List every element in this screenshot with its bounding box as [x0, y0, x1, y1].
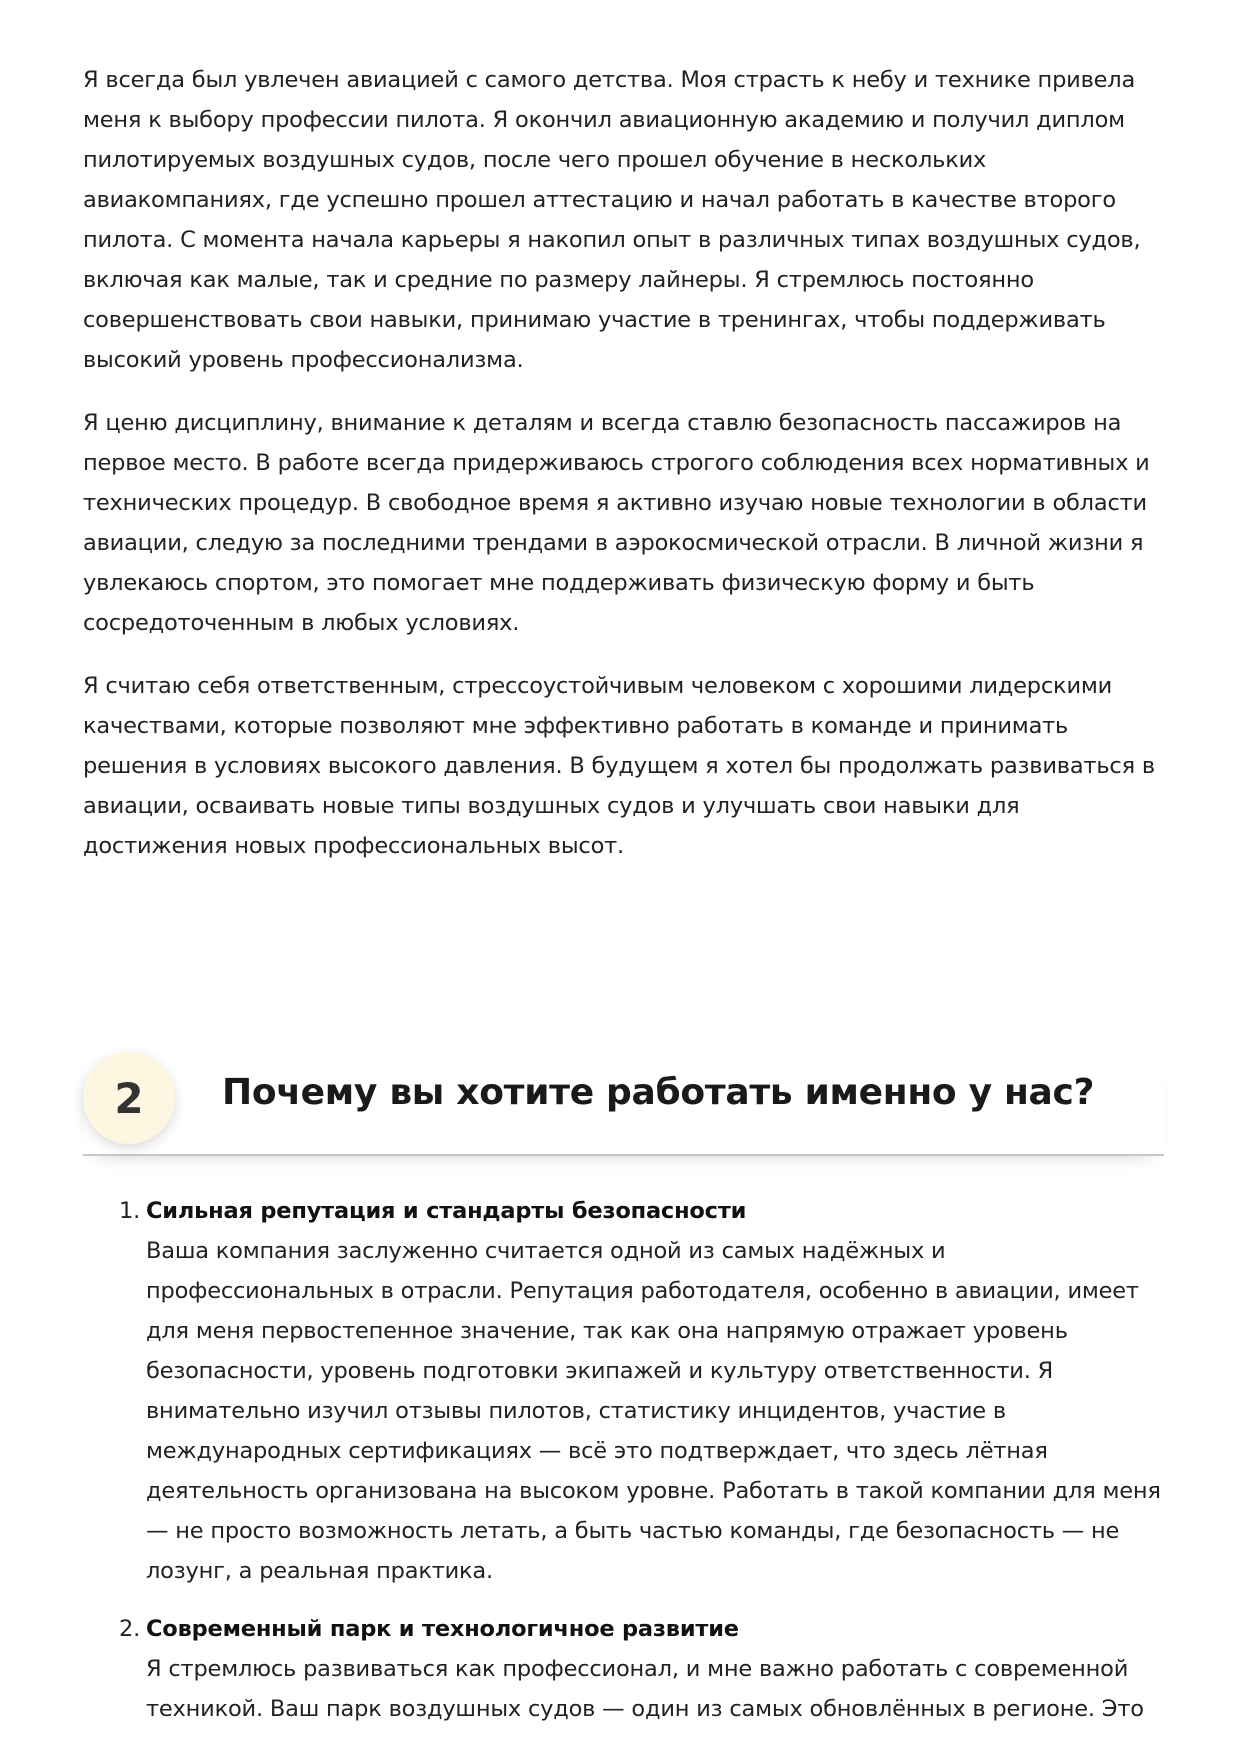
intro-paragraph: Я ценю дисциплину, внимание к деталям и всегда ставлю безопасность пассажиров на первое место. В работе всегда придерживаюсь строгого соблюдения всех нормативных и технических процедур. В свободное время я активно изучаю новые технологии в области авиации, следую за последними трендами в аэрокосмической отрасли. В личной жизни я увлекаюсь спортом, это помогает мне поддерживать физическую форму и быть сосредоточенным в любых условиях. [83, 410, 1150, 636]
section-number-badge: 2 [83, 1052, 175, 1144]
intro-section [83, 60, 1163, 866]
section-header [83, 1052, 1164, 1156]
section-title: Почему вы хотите работать именно у нас? [222, 1072, 1095, 1113]
list-item-title: Современный парк и технологичное развитие [146, 1616, 739, 1642]
list-item-number: 1. [119, 1198, 141, 1224]
question-section [83, 1052, 1164, 1722]
intro-paragraph: Я всегда был увлечен авиацией с самого детства. Моя страсть к небу и технике привела меня к выбору профессии пилота. Я окончил авиационную академию и получил диплом пилотируемых воздушных судов, после чего прошел обучение в нескольких авиакомпаниях, где успешно прошел аттестацию и начал работать в качестве второго пилота. С момента начала карьеры я накопил опыт в различных типах воздушных судов, включая как малые, так и средние по размеру лайнеры. Я стремлюсь постоянно совершенствовать свои навыки, принимаю участие в тренингах, чтобы поддерживать высокий уровень профессионализма. [83, 67, 1141, 373]
intro-paragraph: Я считаю себя ответственным, стрессоустойчивым человеком с хорошими лидерскими качествами, которые позволяют мне эффективно работать в команде и принимать решения в условиях высокого давления. В будущем я хотел бы продолжать развиваться в авиации, осваивать новые типы воздушных судов и улучшать свои навыки для достижения новых профессиональных высот. [83, 673, 1155, 859]
list-item-title: Сильная репутация и стандарты безопасности [146, 1198, 747, 1224]
reasons-list [83, 1191, 1164, 1747]
list-item [83, 1191, 1164, 1591]
list-item-text: Ваша компания заслуженно считается одной из самых надёжных и профессиональных в отрасли. Репутация работодателя, особенно в авиации, имеет для меня первостепенное значение, так как она напрямую отражает уровень безопасности, уровень подготовки экипажей и культуру ответственности. Я внимательно изучил отзывы пилотов, статистику инцидентов, участие в международных сертификациях — всё это подтверждает, что здесь лётная деятельность организована на высоком уровне. Работать в такой компании для меня — не просто возможность летать, а быть частью команды, где безопасность — не лозунг, а реальная практика. [146, 1238, 1161, 1584]
list-item-number: 2. [119, 1616, 141, 1642]
list-item-text: Я стремлюсь развиваться как профессионал, и мне важно работать с современной техникой. Ваш парк воздушных судов — один из самых обновлённых в регионе. Это [146, 1656, 1144, 1722]
list-item [83, 1609, 1164, 1729]
document-body [83, 60, 1163, 889]
